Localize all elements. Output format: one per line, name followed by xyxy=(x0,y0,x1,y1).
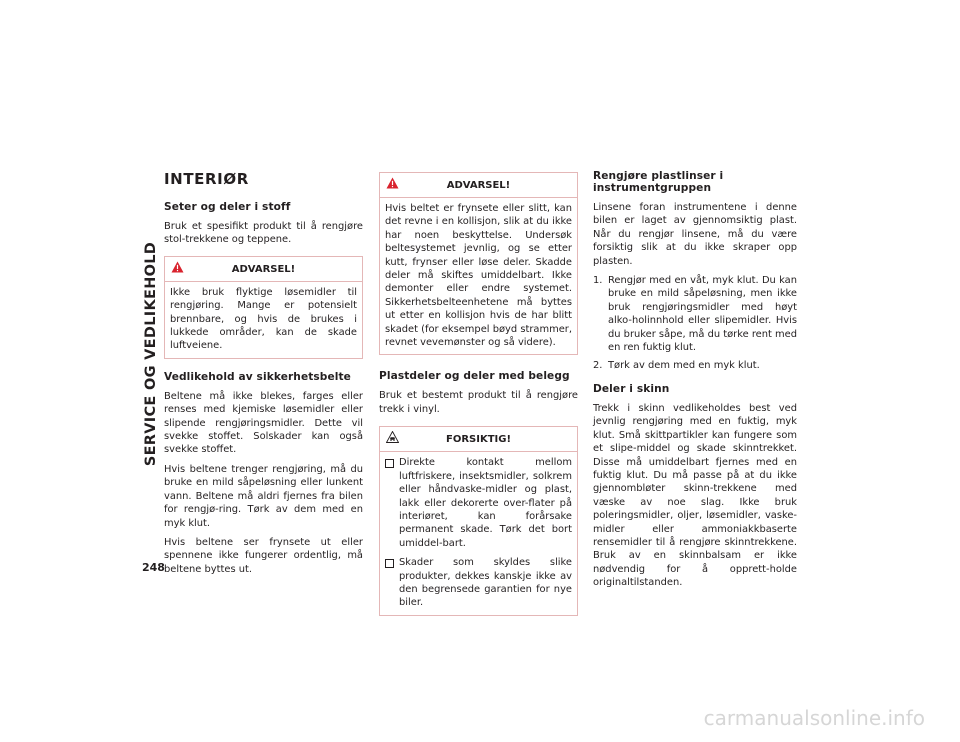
section-heading-leather: Deler i skinn xyxy=(593,382,670,395)
warning-box-header xyxy=(380,173,577,197)
steps-list xyxy=(593,274,797,373)
caution-box xyxy=(379,426,578,615)
caution-box-header xyxy=(380,427,577,451)
page-number: 248 xyxy=(142,561,165,574)
warning-text: Ikke bruk flyktige løsemidler til rengjøring. Mange er potensielt brennbare, og hvis de brukes i lukkede områder, kan de skade luftveiene. xyxy=(170,286,357,352)
column-2 xyxy=(379,172,578,628)
warning-box xyxy=(164,256,363,359)
section-heading-plastic: Plastdeler og deler med belegg xyxy=(379,370,570,383)
checkbox-icon xyxy=(385,559,394,568)
paragraph: Hvis beltene trenger rengjøring, må du bruke en mild såpeløsning eller lunkent vann. Beltene må aldri fjernes fra bilen for rengjø-ring. Tørk av dem med en myk klut. xyxy=(164,463,363,529)
warning-title: ADVARSEL! xyxy=(446,180,511,191)
column-1 xyxy=(164,170,363,582)
step-number: 1. xyxy=(593,275,603,287)
page-title: INTERIØR xyxy=(164,170,249,188)
list-item xyxy=(593,359,797,372)
column-3 xyxy=(593,170,797,596)
paragraph: Beltene må ikke blekes, farges eller renses med kjemiske løsemidler eller slipende rengjøringsmidler. Dette vil svekke stoffet. Solskader kan også svekke stoffet. xyxy=(164,390,363,456)
caution-title: FORSIKTIG! xyxy=(445,434,511,446)
list-item xyxy=(593,274,797,354)
caution-item xyxy=(385,456,572,550)
step-text: Tørk av dem med en myk klut. xyxy=(608,360,760,372)
paragraph: Bruk et spesifikt produkt til å rengjøre stol-trekkene og teppene. xyxy=(164,221,363,246)
caution-item-text: Skader som skyldes slike produkter, dekkes kanskje ikke av den begrensede garantien for nye biler. xyxy=(399,557,572,609)
paragraph: Trekk i skinn vedlikeholdes best ved jevnlig rengjøring med en fuktig, myk klut. Små skittpartikler kan fungere som et slipe-middel og skade skinntrekket. Disse må umiddelbart fjernes med en fuktig klut. Du må passe på at du ikke gjennombløter skinn-trekkene med væske av noe slag. Ikke bruk poleringsmidler, oljer, løsemidler, vaske-midler eller ammoniakkbaserte rensemidler til å rengjøre skinntrekkene. Bruk av en skinnbalsam er ikke nødvendig for å opprett-holde originaltilstanden. xyxy=(593,402,797,589)
section-heading-lenses: Rengjøre plastlinser i instrumentgruppen xyxy=(593,170,724,194)
paragraph: Linsene foran instrumentene i denne bilen er laget av gjennomsiktig plast. Når du rengjør linsene, må du være forsiktig slik at du ikke skraper opp plasten. xyxy=(593,202,797,267)
caution-item xyxy=(385,556,572,610)
warning-box-body xyxy=(380,197,577,354)
step-text: Rengjør med en våt, myk klut. Du kan bruke en mild såpeløsning, men ikke bruk rengjøringsmidler med høyt alko-holinnhold eller slipemidler. Hvis du bruker såpe, må du tørke rent med en ren fuktig klut. xyxy=(608,275,797,354)
watermark: carmanualsonline.info xyxy=(703,706,925,730)
step-number: 2. xyxy=(593,360,603,372)
caution-box-body xyxy=(380,451,577,614)
side-tab xyxy=(141,166,161,542)
section-heading-seatbelt: Vedlikehold av sikkerhetsbelte xyxy=(164,370,351,383)
section-heading-fabric: Seter og deler i stoff xyxy=(164,201,291,213)
side-tab-label: SERVICE OG VEDLIKEHOLD xyxy=(143,241,159,467)
warning-box-header xyxy=(165,257,362,281)
checkbox-icon xyxy=(385,459,394,468)
warning-box-body xyxy=(165,281,362,358)
caution-item-text: Direkte kontakt mellom luftfriskere, insektsmidler, solkrem eller håndvaske-midler og plast, lakk eller dekorerte over-flater på interiøret, kan forårsake permanent skade. Tørk det bort umiddel-bart. xyxy=(399,457,572,549)
paragraph: Bruk et bestemt produkt til å rengjøre trekk i vinyl. xyxy=(379,390,578,415)
warning-title: ADVARSEL! xyxy=(231,263,296,275)
warning-text: Hvis beltet er frynsete eller slitt, kan det revne i en kollisjon, slik at du ikke har noen beskyttelse. Undersøk beltesystemet jevnlig, og se etter kutt, frynser eller løse deler. Skadde deler må skiftes umiddelbart. Ikke demonter eller endre systemet. Sikkerhetsbelteenhetene må byttes ut etter en kollisjon hvis de har blitt skadet (for eksempel bøyd strammer, revnet vevemønster og så videre). xyxy=(385,203,572,349)
warning-box xyxy=(379,172,578,355)
paragraph: Hvis beltene ser frynsete ut eller spennene ikke fungerer ordentlig, må beltene byttes ut. xyxy=(164,536,363,575)
